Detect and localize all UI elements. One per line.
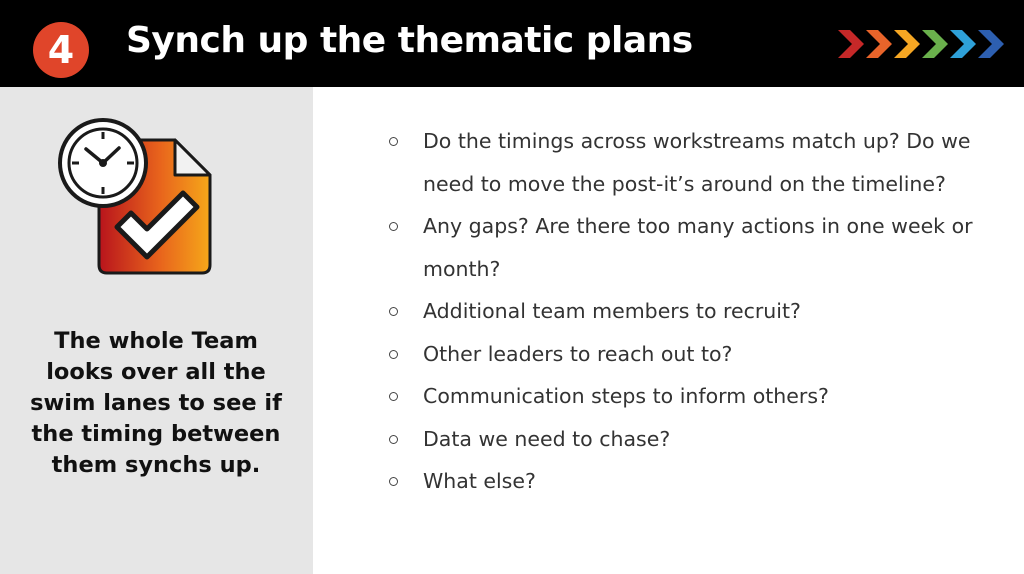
list-item-text: Data we need to chase? [423, 426, 671, 451]
list-item-text: Other leaders to reach out to? [423, 341, 733, 366]
list-item [385, 375, 985, 418]
bullet-circle-icon [389, 137, 398, 146]
list-item-text: What else? [423, 469, 536, 493]
list-item [385, 290, 985, 333]
left-panel-caption: The whole Team looks over all the swim lanes to see if the timing between them synchs up. [30, 328, 282, 478]
header-bar [0, 0, 1024, 87]
bullet-circle-icon [389, 222, 398, 231]
list-item-text: Any gaps? Are there too many actions in one week or month? [423, 214, 973, 281]
bullet-circle-icon [389, 435, 398, 444]
bullet-circle-icon [389, 350, 398, 359]
clock-document-checkmark-icon [55, 115, 220, 280]
chevron-arrows-icon [838, 30, 1008, 58]
list-item [385, 418, 985, 461]
bullet-circle-icon [389, 307, 398, 316]
slide-title: Synch up the thematic plans [126, 20, 693, 61]
list-item [385, 205, 985, 290]
bullet-circle-icon [389, 477, 398, 486]
question-list [385, 120, 985, 503]
step-number-badge: 4 [33, 22, 89, 78]
list-item-text: Communication steps to inform others? [423, 384, 829, 408]
list-item [385, 333, 985, 376]
bullet-circle-icon [389, 392, 398, 401]
list-item-text: Do the timings across workstreams match up? Do we need to move the post-it’s around on the timeline? [423, 129, 971, 196]
list-item-text: Additional team members to recruit? [423, 299, 801, 323]
list-item [385, 460, 985, 503]
list-item [385, 120, 985, 205]
